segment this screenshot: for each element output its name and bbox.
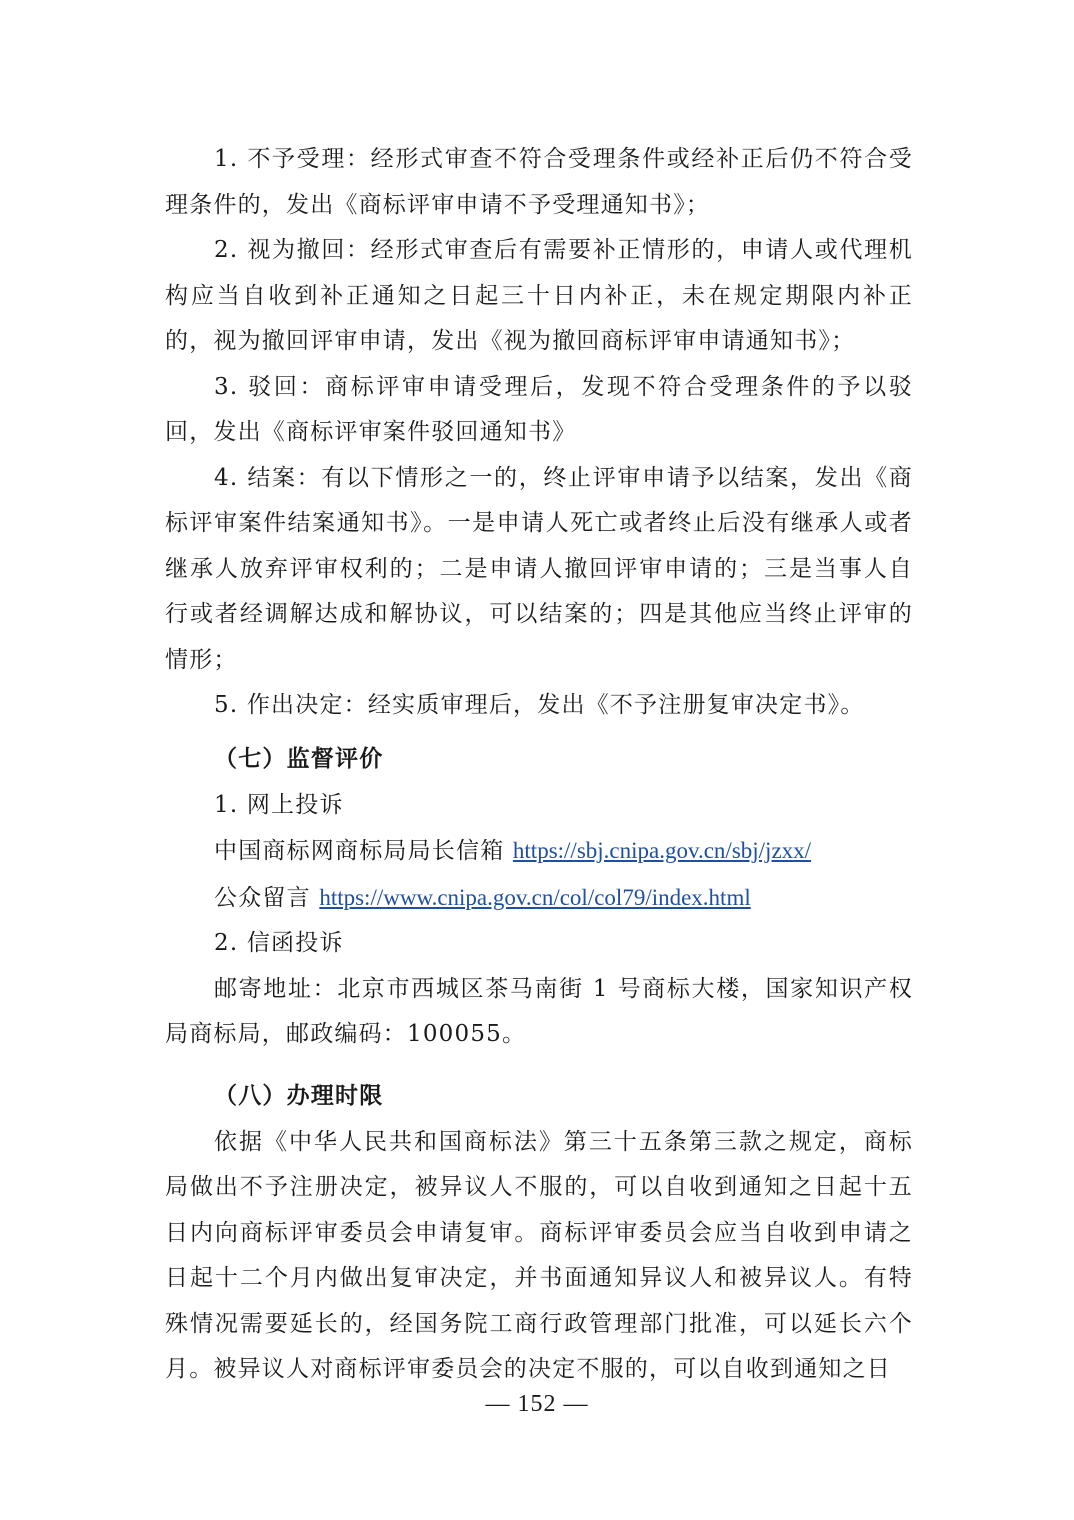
section-7-heading: （七）监督评价 — [214, 744, 384, 772]
message-link[interactable]: https://www.cnipa.gov.cn/col/col79/index.html — [319, 884, 751, 910]
page-number: — 152 — — [485, 1391, 589, 1417]
section-8-heading: （八）办理时限 — [214, 1081, 384, 1109]
online-complaint-title: 1. 网上投诉 — [214, 791, 344, 818]
time-limit-body: 依据《中华人民共和国商标法》第三十五条第三款之规定，商标局做出不予注册决定，被异议人不服的，可以自收到通知之日起十五日内向商标评审委员会申请复审。商标评审委员会应当自收到申请之日起十二个月内做出复审决定，并书面通知异议人和被异议人。有特殊情况需要延长的，经国务院工商行政管理部门批准，可以延长六个月。被异议人对商标评审委员会的决定不服的，可以自收到通知之日 — [165, 1128, 913, 1382]
item-deemed-withdrawn: 2. 视为撤回：经形式审查后有需要补正情形的，申请人或代理机构应当自收到补正通知之日起三十日内补正，未在规定期限内补正的，视为撤回评审申请，发出《视为撤回商标评审申请通知书》； — [165, 237, 913, 354]
document-body — [165, 137, 913, 1393]
message-line — [165, 875, 913, 922]
item-reject-acceptance: 1. 不予受理：经形式审查不符合受理条件或经补正后仍不符合受理条件的，发出《商标评审申请不予受理通知书》； — [165, 146, 913, 218]
item-decision: 5. 作出决定：经实质审理后，发出《不予注册复审决定书》。 — [214, 692, 865, 718]
mailing-address: 邮寄地址：北京市西城区茶马南街 1 号商标大楼，国家知识产权局商标局，邮政编码：100055。 — [165, 975, 913, 1047]
letter-complaint-title: 2. 信函投诉 — [214, 930, 344, 956]
message-label: 公众留言 — [214, 884, 311, 911]
mailbox-link[interactable]: https://sbj.cnipa.gov.cn/sbj/jzxx/ — [512, 838, 812, 863]
mailbox-label: 中国商标网商标局局长信箱 — [214, 838, 505, 864]
mailbox-line — [165, 828, 913, 875]
item-dismissal: 3. 驳回：商标评审申请受理后，发现不符合受理条件的予以驳回，发出《商标评审案件驳回通知书》 — [165, 373, 913, 445]
item-case-closed: 4. 结案：有以下情形之一的，终止评审申请予以结案，发出《商标评审案件结案通知书》。一是申请人死亡或者终止后没有继承人或者继承人放弃评审权利的；二是申请人撤回评审申请的；三是当事人自行或者经调解达成和解协议，可以结案的；四是其他应当终止评审的情形； — [165, 464, 913, 673]
